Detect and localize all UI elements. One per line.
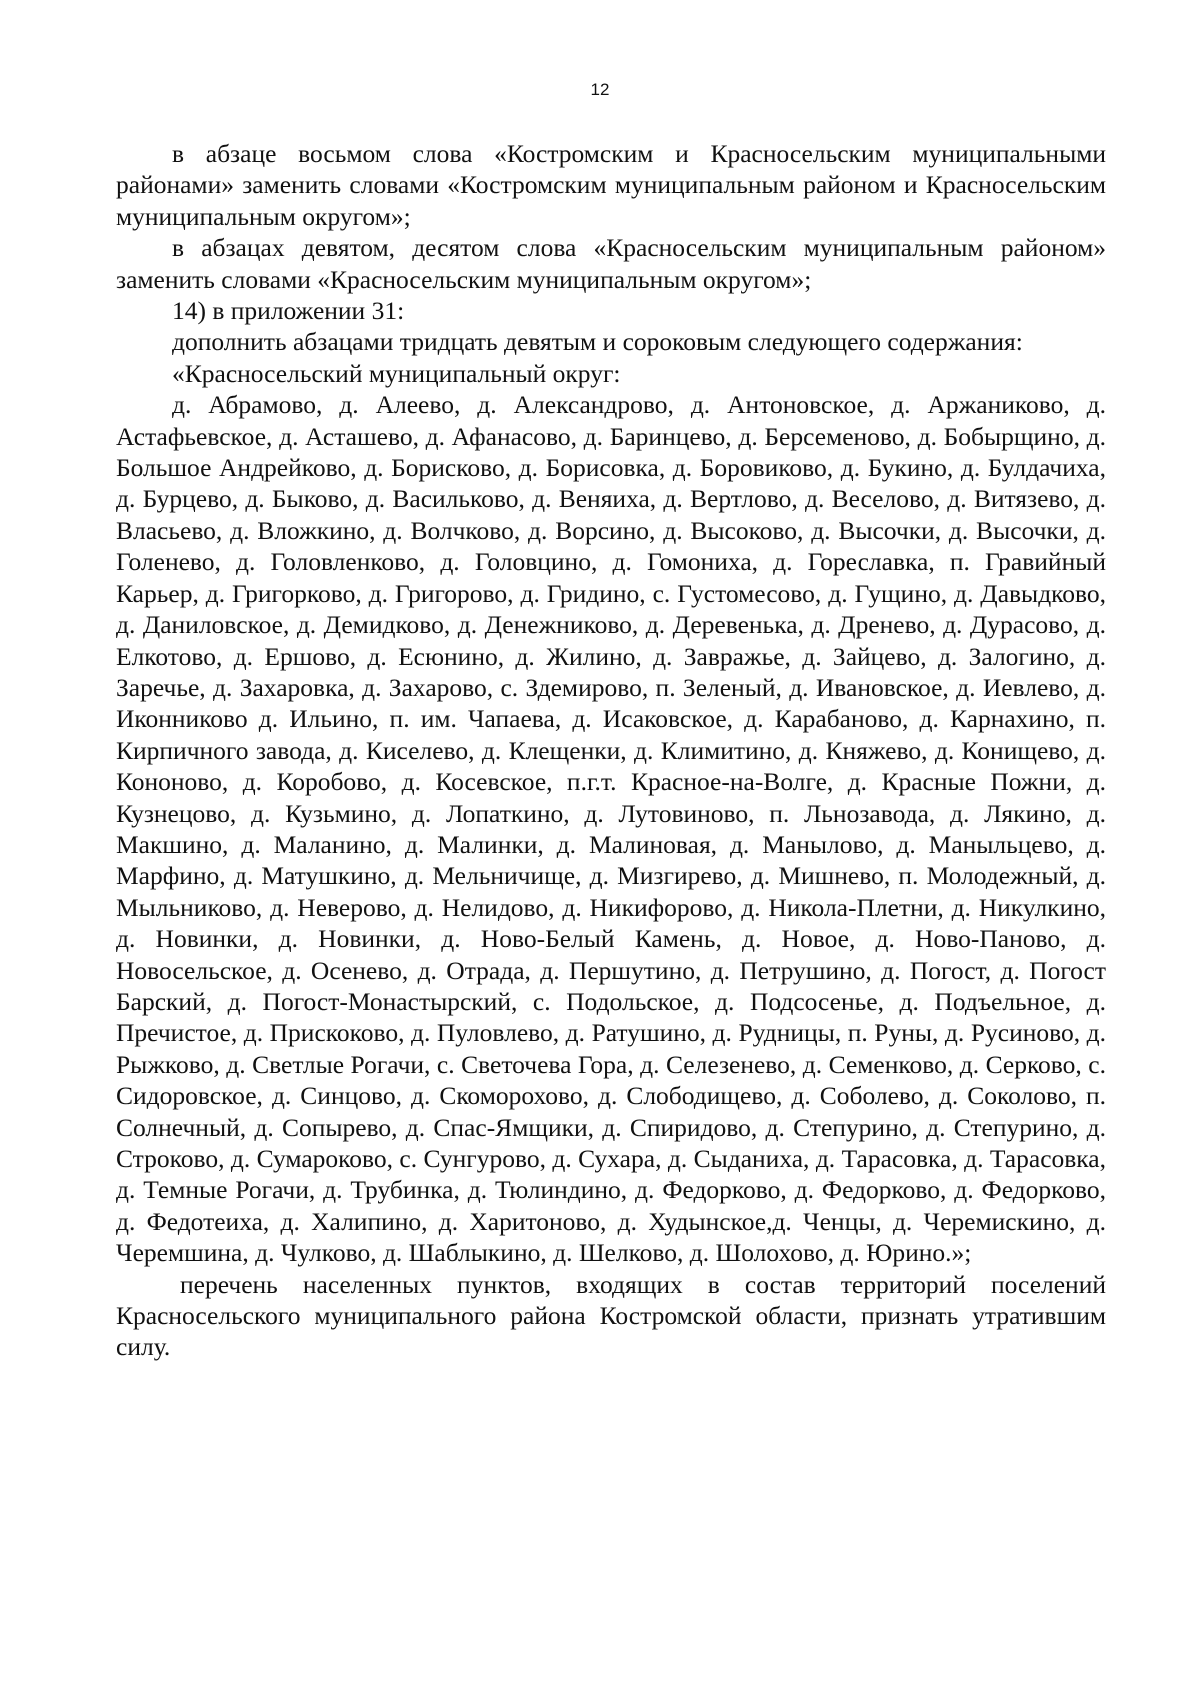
- paragraph-amend-eighth: в абзаце восьмом слова «Костромским и Красносельским муниципальными районами» заменить словами «Костромским муниципальным районом и Красносельским муниципальным округом»;: [116, 139, 1106, 231]
- paragraph-repeal: перечень населенных пунктов, входящих в состав территорий поселений Красносельского муниципального района Костромской области, признать утратившим силу.: [116, 1269, 1106, 1362]
- document-body: [116, 138, 1106, 1363]
- page-number: 12: [590, 80, 610, 99]
- paragraph-district-heading: «Красносельский муниципальный округ:: [172, 358, 621, 388]
- paragraph-appendix-31: 14) в приложении 31:: [172, 296, 405, 326]
- settlements-list: д. Абрамово, д. Алеево, д. Александрово, д. Антоновское, д. Аржаниково, д. Астафьевское, д. Асташево, д. Афанасово, д. Баринцево, д. Берсеменово, д. Бобырщино, д. Большое Андрейково, д. Борисково, д. Борисовка, д. Боровиково, д. Букино, д. Булдачиха, д. Бурцево, д. Быково, д. Васильково, д. Веняиха, д. Вертлово, д. Веселово, д. Витязево, д. Власьево, д. Вложкино, д. Волчково, д. Ворсино, д. Высоково, д. Высочки, д. Высочки, д. Голенево, д. Головленково, д. Головцино, д. Гомониха, д. Гореславка, п. Гравийный Карьер, д. Григорково, д. Григорово, д. Гридино, с. Густомесово, д. Гущино, д. Давыдково, д. Даниловское, д. Демидково, д. Денежниково, д. Деревенька, д. Дренево, д. Дурасово, д. Елкотово, д. Ершово, д. Есюнино, д. Жилино, д. Завражье, д. Зайцево, д. Залогино, д. Заречье, д. Захаровка, д. Захарово, с. Здемирово, п. Зеленый, д. Ивановское, д. Иевлево, д. Иконниково д. Ильино, п. им. Чапаева, д. Исаковское, д. Карабаново, д. Карнахино, п. Кирпичного завода, д. Киселево, д. Клещенки, д. Климитино, д. Княжево, д. Конищево, д. Кононово, д. Коробово, д. Косевское, п.г.т. Красное-на-Волге, д. Красные Пожни, д. Кузнецово, д. Кузьмино, д. Лопаткино, д. Лутовиново, п. Льнозавода, д. Лякино, д. Макшино, д. Маланино, д. Малинки, д. Малиновая, д. Манылово, д. Маныльцево, д. Марфино, д. Матушкино, д. Мельничище, д. Мизгирево, д. Мишнево, п. Молодежный, д. Мыльниково, д. Неверово, д. Нелидово, д. Никифорово, д. Никола-Плетни, д. Никулкино, д. Новинки, д. Новинки, д. Ново-Белый Камень, д. Новое, д. Ново-Паново, д. Новосельское, д. Осенево, д. Отрада, д. Першутино, д. Петрушино, д. Погост, д. Погост Барский, д. Погост-Монастырский, с. Подольское, д. Подсосенье, д. Подъельное, д. Пречистое, д. Прискоково, д. Пуловлево, д. Ратушино, д. Рудницы, п. Руны, д. Русиново, д. Рыжково, д. Светлые Рогачи, с. Светочева Гора, д. Селезенево, д. Семенково, д. Серково, с. Сидоровское, д. Синцово, д. Скоморохово, д. Слободищево, д. Соболево, д. Соколово, п. Солнечный, д. Сопырево, д. Спас-Ямщики, д. Спиридово, д. Степурино, д. Степурино, д. Строково, д. Сумароково, с. Сунгурово, д. Сухара, д. Сыданиха, д. Тарасовка, д. Тарасовка, д. Темные Рогачи, д. Трубинка, д. Тюлиндино, д. Федорково, д. Федорково, д. Федорково, д. Федотеиха, д. Халипино, д. Харитоново, д. Худынское,д. Ченцы, д. Черемискино, д. Черемшина, д. Чулково, д. Шаблыкино, д. Шелково, д. Шолохово, д. Юрино.»;: [116, 390, 1106, 1268]
- paragraph-amend-ninth-tenth: в абзацах девятом, десятом слова «Красносельским муниципальным районом» заменить словами «Красносельским муниципальным округом»;: [116, 233, 1106, 294]
- paragraph-add-abzats: дополнить абзацами тридцать девятым и сороковым следующего содержания:: [172, 327, 1023, 357]
